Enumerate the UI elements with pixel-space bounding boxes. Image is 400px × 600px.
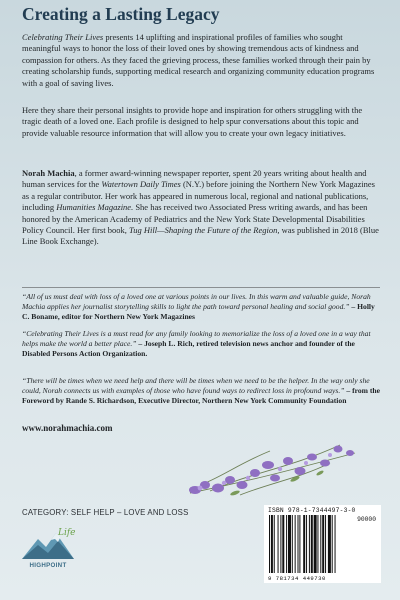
intro-text: presents 14 uplifting and inspirational profiles of families who sought meaningful ways to honor the loss of their loved ones by showing tremendous acts of kindness and compassion for others. As they faced the grieving process, these families worked through their pain by creating scholarship funds, supporting medical research and organizing community education programs with a goal of saving lives. (22, 32, 375, 88)
bio-text-d: was published in 2018 (Blue Line Book Exchange). (22, 225, 379, 247)
author-bio (22, 168, 380, 248)
barcode-box (264, 505, 381, 583)
divider (22, 287, 380, 288)
endorsement-quote (22, 376, 380, 407)
intro-paragraph (22, 32, 380, 89)
endorsement-quote (22, 292, 380, 323)
author-website[interactable]: www.norahmachia.com (22, 423, 113, 433)
barcode-digits: 9 781734 449730 (268, 575, 326, 582)
bio-first-book: Tug Hill—Shaping the Future of the Region, (128, 225, 280, 236)
lavender-flowers-illustration (180, 433, 360, 503)
second-paragraph: Here they share their personal insights to provide hope and inspiration for others struggling with the tragic death of a loved one. Each profile is designed to help spur conversations about this topic and provide valuable resource information that will allow you to create your own legacy initiatives. (22, 105, 363, 138)
logo-tagline: Life (58, 528, 76, 538)
quote-text: “Celebrating Their Lives is a must read for any family looking to memorialize the loss of a loved one in a way that helps make the world a better place.” (22, 329, 371, 349)
price-code: 90000 (357, 516, 376, 523)
category-label: CATEGORY: SELF HELP – LOVE AND LOSS (22, 508, 189, 517)
bio-text-b: (N.Y.) before joining the Northern New York Magazines as a regular contributor. Her work has appeared in numerous local, regional and national publications, including (22, 179, 375, 213)
bio-magazine: Humanities Magazine. (56, 202, 134, 213)
quote-attribution: – from the Foreword by Rande S. Richardson, Executive Director, Northern New York Community Foundation (22, 386, 381, 406)
isbn-number: ISBN 978-1-7344497-3-0 (268, 507, 356, 514)
endorsement-quote (22, 329, 380, 360)
quote-text: “There will be times when we need help and there will be times when we need to be the helper. In the way only she could, Norah connects us with examples of those who have found ways to redirect loss in profound ways.” (22, 376, 370, 396)
quote-attribution: – Holly C. Boname, editor for Northern New York Magazines (22, 302, 375, 322)
intro-book-title: Celebrating Their Lives (22, 32, 104, 42)
author-name: Norah Machia (22, 168, 75, 178)
quote-text: “All of us must deal with loss of a loved one at various points in our lives. In this warm and valuable guide, Norah Machia applies her journalist storytelling skills to light the path toward personal healing and social good.” (22, 292, 371, 312)
quote-attribution: – Joseph L. Rich, retired television news anchor and founder of the Disabled Persons Action Organization. (22, 339, 355, 359)
bio-newspaper: Watertown Daily Times (101, 179, 181, 190)
bio-text-a: , a former award-winning newspaper reporter, spent 20 years writing about health and human services for the (22, 168, 367, 190)
publisher-logo (18, 525, 78, 575)
bio-text-c: She has received two Associated Press writing awards, and has been honored by the American Academy of Pediatrics and the New York State Developmental Disabilities Policy Council. Her first book, (22, 202, 368, 236)
page-title: Creating a Lasting Legacy (22, 4, 220, 24)
publisher-name: HIGHPOINT (29, 562, 67, 569)
barcode-icon (268, 515, 350, 573)
mountain-logo-icon (18, 525, 78, 563)
